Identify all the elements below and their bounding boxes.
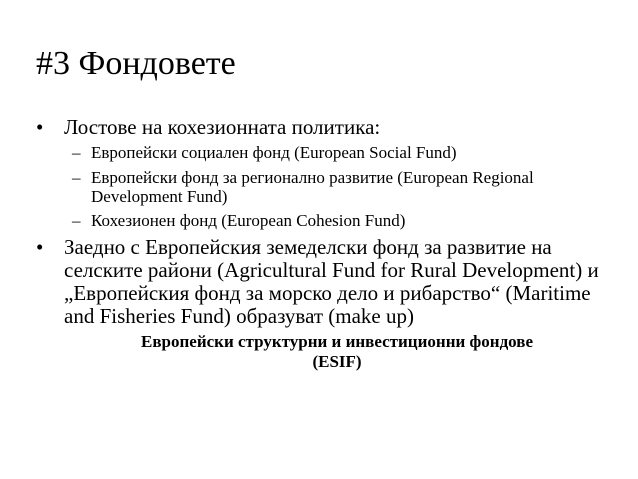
slide-title: #3 Фондовете [36,45,236,82]
sub-item-erdf [72,168,591,206]
dash-marker: – [72,211,81,230]
esif-line-2: (ESIF) [312,352,362,371]
bullet-text: Лостове на кохезионната политика: [64,115,381,139]
bullet-item-together [36,236,616,328]
dash-marker: – [72,168,81,187]
sub-item-cohesion [72,211,591,230]
bullet-marker: • [36,115,44,139]
sub-item-text: Европейски социален фонд (European Social Fund) [91,143,457,162]
esif-heading [64,332,610,372]
dash-marker: – [72,143,81,162]
sub-item-text: Кохезионен фонд (European Cohesion Fund) [91,211,406,230]
esif-line-1: Европейски структурни и инвестиционни фондове [141,332,533,351]
sub-item-text: Европейски фонд за регионално развитие (European Regional Development Fund) [91,168,534,206]
sub-item-esf [72,143,591,162]
bullet-text: Заедно с Европейския земеделски фонд за развитие на селските райони (Agricultural Fund for Rural Development) и „Европейския фонд за морско дело и рибарство“ (Maritime and Fisheries Fund) образуват (make up) [64,235,599,328]
slide-body [36,116,616,372]
bullet-item-levers [36,116,616,139]
bullet-marker: • [36,235,44,259]
